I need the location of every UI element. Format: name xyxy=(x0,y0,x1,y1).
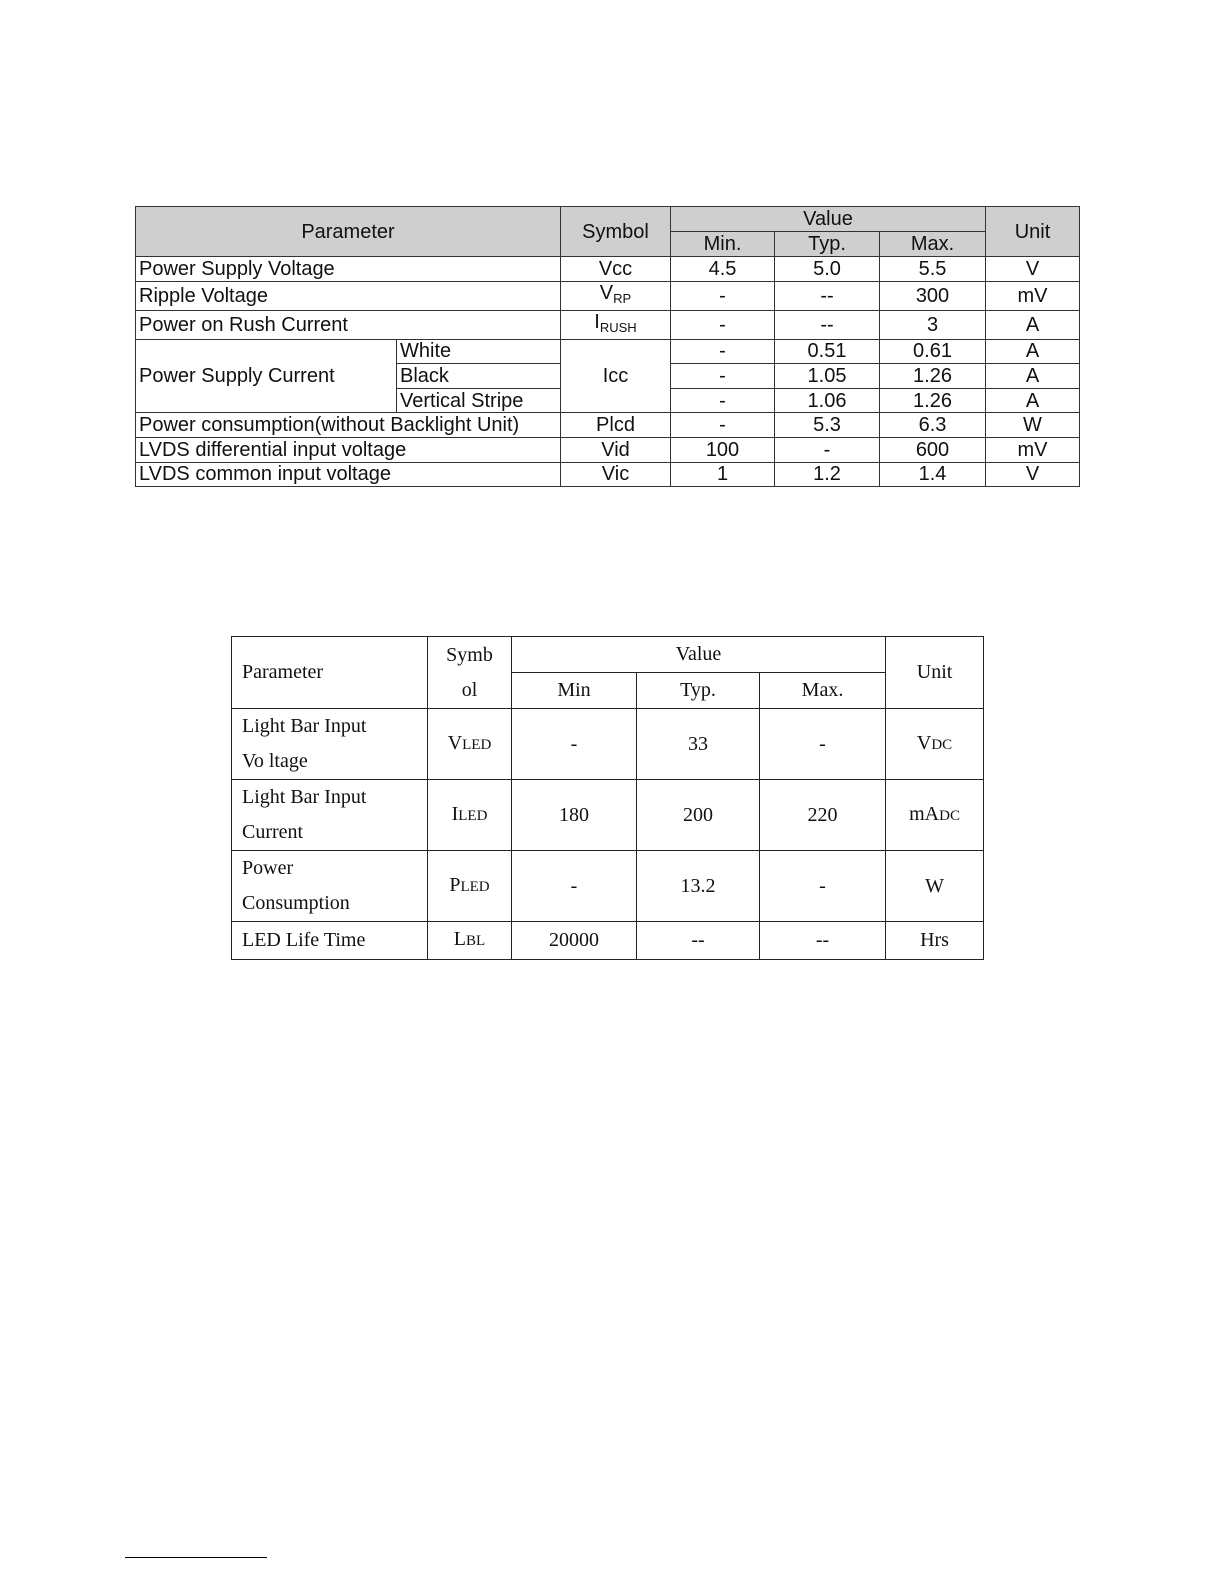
unit-main: Hrs xyxy=(920,929,949,951)
symbol-main: P xyxy=(449,873,461,896)
backlight-characteristics-table xyxy=(231,636,984,960)
row-symbol xyxy=(428,922,512,960)
symbol-main: V xyxy=(447,731,463,754)
row-typ: 33 xyxy=(637,709,760,780)
row-max: 600 xyxy=(880,437,986,462)
row-typ: 5.3 xyxy=(775,413,880,438)
header-unit: Unit xyxy=(986,207,1080,257)
row-condition: White xyxy=(397,339,561,364)
table1-header-row xyxy=(136,207,1080,232)
param-line1: Power xyxy=(242,857,294,879)
table-row xyxy=(136,339,1080,364)
symbol-small-caps: BL xyxy=(466,933,486,949)
row-min: - xyxy=(671,310,775,339)
table-row xyxy=(232,780,984,851)
row-typ: 1.2 xyxy=(775,462,880,487)
unit-small-caps: DC xyxy=(931,736,953,753)
table-row xyxy=(136,437,1080,462)
row-unit xyxy=(886,922,984,960)
table-row xyxy=(136,257,1080,282)
table2-header-row xyxy=(232,637,984,673)
row-parameter: Ripple Voltage xyxy=(136,281,561,310)
row-min: - xyxy=(512,709,637,780)
row-symbol: Vcc xyxy=(561,257,671,282)
row-min: 100 xyxy=(671,437,775,462)
symbol-small-caps: LED xyxy=(462,736,492,753)
row-min: 4.5 xyxy=(671,257,775,282)
row-max: 220 xyxy=(760,780,886,851)
header-unit: Unit xyxy=(886,637,984,709)
row-max: 300 xyxy=(880,281,986,310)
symbol-small-caps: LED xyxy=(460,878,490,895)
row-max: - xyxy=(760,709,886,780)
row-symbol: Vid xyxy=(561,437,671,462)
symbol-main: L xyxy=(453,928,467,950)
table-row xyxy=(136,462,1080,487)
row-symbol xyxy=(428,709,512,780)
header-parameter: Parameter xyxy=(136,207,561,257)
param-line1: Light Bar Input xyxy=(242,715,367,737)
row-parameter: LVDS differential input voltage xyxy=(136,437,561,462)
unit-main: W xyxy=(925,874,944,897)
header-symbol: Symbol xyxy=(561,207,671,257)
header-min: Min xyxy=(512,673,637,709)
row-min: - xyxy=(671,339,775,364)
param-line2: Vo ltage xyxy=(242,750,308,772)
header-symbol-line2: ol xyxy=(461,678,478,701)
row-typ: 0.51 xyxy=(775,339,880,364)
row-unit xyxy=(886,851,984,922)
row-symbol xyxy=(561,281,671,310)
row-min: - xyxy=(512,851,637,922)
row-parameter: Power consumption(without Backlight Unit) xyxy=(136,413,561,438)
row-parameter xyxy=(232,780,428,851)
electrical-characteristics-table xyxy=(135,206,1080,487)
header-value: Value xyxy=(671,207,986,232)
row-symbol xyxy=(428,851,512,922)
row-min: - xyxy=(671,413,775,438)
row-parameter: LED Life Time xyxy=(232,922,428,960)
row-max: 5.5 xyxy=(880,257,986,282)
row-parameter xyxy=(232,851,428,922)
param-line2: Consumption xyxy=(242,892,350,914)
row-unit: A xyxy=(986,388,1080,413)
unit-main: V xyxy=(916,731,932,754)
symbol-main: V xyxy=(599,281,614,304)
row-min: - xyxy=(671,281,775,310)
row-max: 1.4 xyxy=(880,462,986,487)
table-row xyxy=(232,851,984,922)
table-row xyxy=(232,709,984,780)
row-typ: -- xyxy=(775,281,880,310)
symbol-main: I xyxy=(451,802,459,825)
row-typ: - xyxy=(775,437,880,462)
header-max: Max. xyxy=(760,673,886,709)
row-unit: mV xyxy=(986,281,1080,310)
symbol-main: I xyxy=(594,310,600,333)
row-parameter xyxy=(232,709,428,780)
row-unit: A xyxy=(986,364,1080,389)
table-row xyxy=(232,922,984,960)
row-typ: -- xyxy=(637,922,760,960)
row-condition: Vertical Stripe xyxy=(397,388,561,413)
row-min: - xyxy=(671,388,775,413)
row-parameter: Power on Rush Current xyxy=(136,310,561,339)
header-min: Min. xyxy=(671,232,775,257)
header-value: Value xyxy=(512,637,886,673)
header-typ: Typ. xyxy=(637,673,760,709)
row-max: 0.61 xyxy=(880,339,986,364)
row-min: 20000 xyxy=(512,922,637,960)
row-max: 6.3 xyxy=(880,413,986,438)
unit-small-caps: DC xyxy=(939,807,960,824)
symbol-small-caps: LED xyxy=(458,807,488,824)
row-unit: A xyxy=(986,339,1080,364)
symbol-subscript: RP xyxy=(613,290,632,306)
row-symbol xyxy=(428,780,512,851)
table-row xyxy=(136,281,1080,310)
row-unit: A xyxy=(986,310,1080,339)
table-row xyxy=(136,413,1080,438)
row-unit xyxy=(886,780,984,851)
row-max: -- xyxy=(760,922,886,960)
header-typ: Typ. xyxy=(775,232,880,257)
row-typ: 1.06 xyxy=(775,388,880,413)
header-symbol xyxy=(428,637,512,709)
row-unit: V xyxy=(986,462,1080,487)
row-symbol: Plcd xyxy=(561,413,671,438)
row-parameter: Power Supply Current xyxy=(136,339,397,413)
row-symbol xyxy=(561,310,671,339)
footnote-divider xyxy=(125,1557,267,1558)
row-min: - xyxy=(671,364,775,389)
row-unit: W xyxy=(986,413,1080,438)
row-parameter: LVDS common input voltage xyxy=(136,462,561,487)
row-condition: Black xyxy=(397,364,561,389)
row-symbol: Vic xyxy=(561,462,671,487)
row-typ: 1.05 xyxy=(775,364,880,389)
row-symbol: Icc xyxy=(561,339,671,413)
row-parameter: Power Supply Voltage xyxy=(136,257,561,282)
symbol-subscript: RUSH xyxy=(599,319,637,335)
row-unit xyxy=(886,709,984,780)
row-min: 180 xyxy=(512,780,637,851)
row-unit: V xyxy=(986,257,1080,282)
row-unit: mV xyxy=(986,437,1080,462)
row-typ: -- xyxy=(775,310,880,339)
param-line2: Current xyxy=(242,821,304,843)
table-row xyxy=(136,310,1080,339)
header-symbol-line1: Symb xyxy=(446,643,493,666)
row-typ: 5.0 xyxy=(775,257,880,282)
row-max: 1.26 xyxy=(880,364,986,389)
row-typ: 200 xyxy=(637,780,760,851)
unit-main: mA xyxy=(909,802,940,825)
param-line1: Light Bar Input xyxy=(242,786,367,808)
row-min: 1 xyxy=(671,462,775,487)
row-max: - xyxy=(760,851,886,922)
row-max: 3 xyxy=(880,310,986,339)
header-max: Max. xyxy=(880,232,986,257)
row-max: 1.26 xyxy=(880,388,986,413)
header-parameter: Parameter xyxy=(232,637,428,709)
row-typ: 13.2 xyxy=(637,851,760,922)
